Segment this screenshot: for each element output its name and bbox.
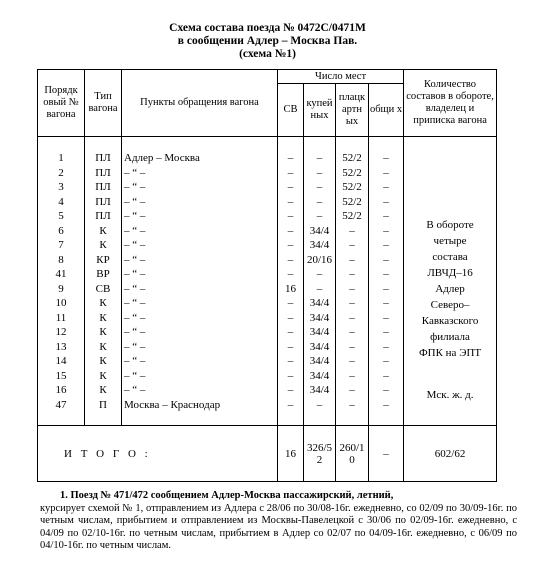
row-points: – “ – xyxy=(124,311,146,324)
row-number: 15 xyxy=(55,369,67,382)
row-sv: – xyxy=(287,224,294,237)
itogo-kupe-line2: 2 xyxy=(316,453,323,466)
row-type: ПЛ xyxy=(95,181,111,193)
row-platz: 52/2 xyxy=(342,210,362,222)
row-kupe: – xyxy=(316,181,323,193)
row-number: 12 xyxy=(55,326,67,338)
row-obshch: – xyxy=(383,181,389,193)
row-kupe: – xyxy=(316,166,323,179)
row-platz: – xyxy=(349,253,355,266)
header-obshch: общи х xyxy=(369,84,404,137)
row-number: 5 xyxy=(58,210,64,222)
row-platz: 52/2 xyxy=(342,181,362,193)
sv-column xyxy=(278,137,304,426)
header-points: Пункты обращения вагона xyxy=(122,70,278,137)
count-text-line: состава xyxy=(432,251,468,263)
row-type: К xyxy=(99,224,107,237)
row-type: К xyxy=(99,384,107,396)
row-obshch: – xyxy=(383,355,389,367)
row-kupe: – xyxy=(316,195,323,208)
row-obshch: – xyxy=(383,239,389,251)
row-kupe: – xyxy=(316,152,323,164)
row-type: К xyxy=(99,297,107,309)
row-obshch: – xyxy=(383,210,389,222)
row-type: К xyxy=(99,239,107,251)
header-sv: СВ xyxy=(278,84,304,137)
row-number: 13 xyxy=(55,340,67,353)
row-number: 14 xyxy=(55,355,67,367)
row-number: 11 xyxy=(55,311,67,324)
row-points: – “ – xyxy=(124,282,146,295)
row-platz: – xyxy=(349,326,355,338)
row-obshch: – xyxy=(383,224,389,237)
row-kupe: – xyxy=(316,210,323,222)
row-platz: – xyxy=(349,398,355,411)
row-number: 9 xyxy=(58,282,64,295)
row-sv: – xyxy=(287,268,294,280)
row-points: – “ – xyxy=(124,181,146,193)
row-kupe: – xyxy=(316,268,323,280)
row-number: 2 xyxy=(58,166,64,179)
row-obshch: – xyxy=(383,282,389,295)
points-column xyxy=(122,137,278,426)
row-points: Москва – Краснодар xyxy=(124,398,221,411)
row-type: К xyxy=(99,355,107,367)
row-type: СВ xyxy=(95,282,111,295)
row-points: – “ – xyxy=(124,166,146,179)
row-platz: 52/2 xyxy=(342,152,362,164)
row-platz: 52/2 xyxy=(342,166,362,179)
row-type: К xyxy=(99,369,107,382)
row-kupe: 34/4 xyxy=(309,239,330,251)
count-text-line: В обороте xyxy=(426,219,474,231)
row-sv: 16 xyxy=(285,282,296,295)
row-sv: – xyxy=(287,355,294,367)
row-sv: – xyxy=(287,326,294,338)
row-type: П xyxy=(99,398,107,411)
order-column xyxy=(38,137,85,426)
itogo-kupe-line1: 326/5 xyxy=(306,441,333,454)
row-number: 1 xyxy=(58,152,64,164)
obshch-column xyxy=(369,137,404,426)
header-order: Порядк овый № вагона xyxy=(38,70,85,137)
row-sv: – xyxy=(287,253,294,266)
row-kupe: 34/4 xyxy=(309,224,330,237)
row-type: КР xyxy=(96,253,110,266)
row-number: 41 xyxy=(55,268,67,280)
itogo-platz-line1: 260/1 xyxy=(339,441,365,454)
header-seats-group: Число мест xyxy=(278,70,404,84)
title-line-2: в сообщении Адлер – Москва Пав. xyxy=(177,35,358,47)
row-points: – “ – xyxy=(124,384,146,396)
row-obshch: – xyxy=(383,166,389,179)
row-kupe: 34/4 xyxy=(309,326,330,338)
row-platz: – xyxy=(349,384,355,396)
row-kupe: – xyxy=(316,398,323,411)
row-type: ПЛ xyxy=(95,152,111,164)
row-sv: – xyxy=(287,210,294,222)
title-line-1: Схема состава поезда № 0472С/0471М xyxy=(169,22,366,34)
count-text-line: ЛВЧД–16 xyxy=(427,267,473,279)
itogo-label: И Т О Г О : xyxy=(38,426,278,482)
row-sv: – xyxy=(287,297,294,309)
itogo-platz-line2: 0 xyxy=(349,453,355,466)
row-kupe: 34/4 xyxy=(309,384,330,396)
row-sv: – xyxy=(287,311,294,324)
row-sv: – xyxy=(287,166,294,179)
train-composition-table xyxy=(37,69,497,482)
note-rest: курсирует схемой № 1, отправлением из Адлера с 28/06 по 30/08-16г. ежедневно, со 02/09 по 30/09-16г. по четным числам, прибытием и отправлением из Москвы-Павелецкой с 30/06 по 02/09-16г. ежедневно, с 04/09 по 02/10-16г. по четным числам, прибытием в Адлер со 02/07 по 04/09-16г. ежедневно, с 06/09 по 04/10-16г. по четным числам. xyxy=(40,502,517,551)
row-points: – “ – xyxy=(124,297,146,309)
row-sv: – xyxy=(287,239,294,251)
row-type: ВР xyxy=(96,268,110,280)
itogo-kupe xyxy=(304,426,336,482)
row-sv: – xyxy=(287,369,294,382)
count-text-line: ФПК на ЭПТ xyxy=(418,347,482,359)
row-platz: – xyxy=(349,297,355,309)
header-type: Тип вагона xyxy=(85,70,122,137)
row-points: – “ – xyxy=(124,268,146,280)
row-sv: – xyxy=(287,340,294,353)
row-sv: – xyxy=(287,384,294,396)
note-line-1: 1. Поезд № 471/472 сообщением Адлер-Москва пассажирский, летний, xyxy=(60,490,394,501)
header-count: Количество составов в обороте, владелец и приписка вагона xyxy=(404,70,497,137)
title-line-3: (схема №1) xyxy=(239,48,296,60)
header-kupe: купей ных xyxy=(304,84,336,137)
row-points: – “ – xyxy=(124,210,146,222)
row-type: К xyxy=(99,326,107,338)
row-kupe: 34/4 xyxy=(309,340,330,353)
row-points: – “ – xyxy=(124,369,146,382)
row-obshch: – xyxy=(383,152,389,164)
itogo-count: 602/62 xyxy=(404,426,497,482)
row-sv: – xyxy=(287,398,294,411)
row-kupe: 20/16 xyxy=(306,253,333,266)
row-obshch: – xyxy=(383,268,389,280)
row-points: – “ – xyxy=(124,239,146,251)
row-sv: – xyxy=(287,152,294,164)
row-number: 3 xyxy=(58,181,64,193)
row-points: – “ – xyxy=(124,340,146,353)
count-text-line: филиала xyxy=(430,331,470,343)
row-obshch: – xyxy=(383,326,389,338)
note-paragraph xyxy=(40,490,517,553)
row-number: 8 xyxy=(58,253,64,266)
row-type: ПЛ xyxy=(95,166,111,179)
row-platz: – xyxy=(349,282,355,295)
row-sv: – xyxy=(287,195,294,208)
table-body-row xyxy=(38,137,497,426)
itogo-row xyxy=(38,426,497,482)
row-obshch: – xyxy=(383,369,389,382)
count-column xyxy=(404,137,497,426)
row-platz: – xyxy=(349,311,355,324)
row-obshch: – xyxy=(383,297,389,309)
row-points: – “ – xyxy=(124,224,146,237)
row-points: – “ – xyxy=(124,253,146,266)
count-text-line: Северо– xyxy=(430,299,470,311)
row-number: 47 xyxy=(55,398,67,411)
row-kupe: 34/4 xyxy=(309,369,330,382)
row-obshch: – xyxy=(383,253,389,266)
row-type: ПЛ xyxy=(95,195,111,208)
row-number: 16 xyxy=(55,384,67,396)
row-obshch: – xyxy=(383,311,389,324)
row-kupe: 34/4 xyxy=(309,311,330,324)
row-number: 10 xyxy=(55,297,67,309)
row-points: – “ – xyxy=(124,326,146,338)
row-obshch: – xyxy=(383,340,389,353)
row-number: 7 xyxy=(58,239,64,251)
row-type: ПЛ xyxy=(95,210,111,222)
row-obshch: – xyxy=(383,384,389,396)
row-points: Адлер – Москва xyxy=(124,152,200,164)
row-kupe: – xyxy=(316,282,323,295)
row-obshch: – xyxy=(383,195,389,208)
platz-column xyxy=(336,137,369,426)
row-platz: – xyxy=(349,355,355,367)
row-platz: – xyxy=(349,340,355,353)
itogo-platz xyxy=(336,426,369,482)
row-sv: – xyxy=(287,181,294,193)
itogo-obshch: – xyxy=(369,426,404,482)
row-number: 6 xyxy=(58,224,64,237)
row-type: К xyxy=(99,340,107,353)
header-platz: плацк артн ых xyxy=(336,84,369,137)
count-text-line: Кавказского xyxy=(421,315,479,327)
count-description xyxy=(404,151,496,361)
row-platz: – xyxy=(349,369,355,382)
row-platz: 52/2 xyxy=(342,195,362,208)
type-column xyxy=(85,137,122,426)
row-number: 4 xyxy=(58,195,64,208)
row-kupe: 34/4 xyxy=(309,355,330,367)
row-obshch: – xyxy=(383,398,389,411)
row-platz: – xyxy=(349,239,355,251)
row-type: К xyxy=(99,311,107,324)
row-points: – “ – xyxy=(124,195,146,208)
row-kupe: 34/4 xyxy=(309,297,330,309)
itogo-sv: 16 xyxy=(278,426,304,482)
row-points: – “ – xyxy=(124,355,146,367)
document-title xyxy=(0,22,535,61)
count-text-line: четыре xyxy=(433,235,467,247)
kupe-column xyxy=(304,137,336,426)
count-text-line: Адлер xyxy=(435,283,465,295)
row-platz: – xyxy=(349,268,355,280)
row-platz: – xyxy=(349,224,355,237)
count-last: Мск. ж. д. xyxy=(426,389,474,401)
